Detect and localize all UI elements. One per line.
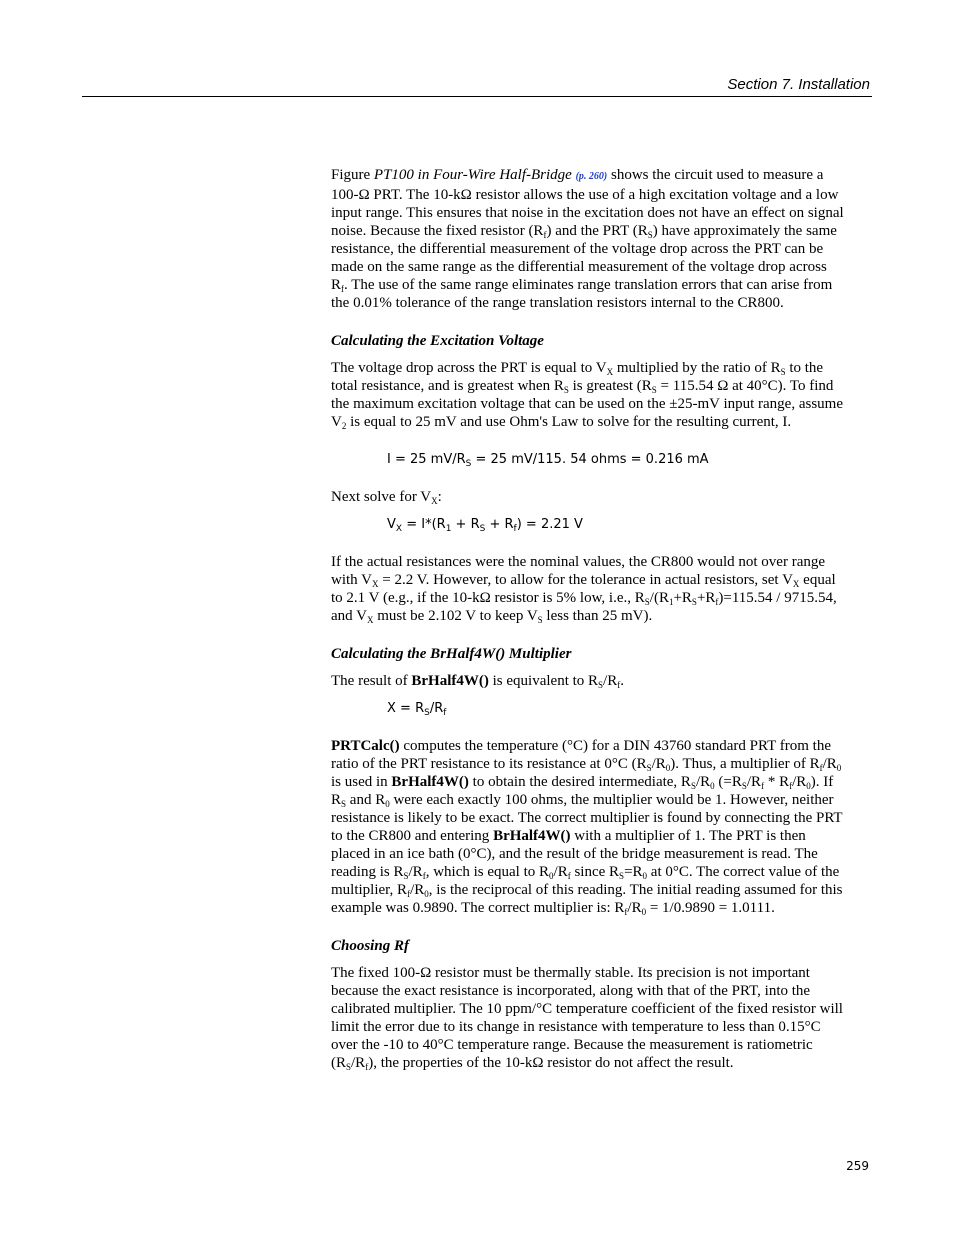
rf-paragraph: The fixed 100-Ω resistor must be thermally stable. Its precision is not important because the exact resistance is incorporated, along with that of the PRT, into the calibrated multiplier. The 10 ppm/°C temperature coefficient of the fixed resistor will limit the error due to its change in resistance with temperature to less than 0.15°C over the -10 to 40°C temperature range. Because the measurement is ratiometric $(R_S/R_f)$, the properties of the 10-kΩ resistor do not affect the result. — [331, 965, 843, 1072]
equation-x: $X = R_S/R_f$ — [387, 701, 447, 718]
header-rule — [82, 96, 872, 97]
excitation-paragraph-2: Next solve for $V_X$: — [331, 489, 442, 506]
intro-paragraph: Figure PT100 in Four-Wire Half-Bridge (p. 260) shows the circuit used to measure a 100-Ω PRT. The 10-kΩ resistor allows the use of a high excitation voltage and a low input range. This ensures that noise in the excitation does not have an effect on signal noise. Because the fixed resistor $(R_f)$ and the PRT $(R_S)$ have approximately the same resistance, the differential measurement of the voltage drop across the PRT can be made on the same range as the differential measurement of the voltage drop across $R_f$. The use of the same range eliminates range translation errors that can arise from the 0.01% tolerance of the range translation resistors internal to the CR800. — [331, 167, 844, 311]
multiplier-paragraph-2: PRTCalc() computes the temperature (°C) for a DIN 43760 standard PRT from the ratio of the PRT resistance to its resistance at 0°C $(R_S/R_0)$. Thus, a multiplier of $R_f/R_0$ is used in BrHalf4W() to obtain the desired intermediate, $R_S/R_0$ $(=R_S/R_f * R_f/R_0)$. If $R_S$ and $R_0$ were each exactly 100 ohms, the multiplier would be 1. However, neither resistance is likely to be exact. The correct multiplier is found by connecting the PRT to the CR800 and entering BrHalf4W() with a multiplier of 1. The PRT is then placed in an ice bath (0°C), and the result of the bridge measurement is read. The reading is $R_S/R_f$, which is equal to $R_0/R_f$ since $R_S=R_0$ at 0°C. The correct value of the multiplier, $R_f/R_0$, is the reciprocal of this reading. The initial reading assumed for this example was 0.9890. The correct multiplier is: $R_f/R_0 = 1/0.9890 = 1.0111$. — [331, 738, 843, 917]
excitation-paragraph-3: If the actual resistances were the nominal values, the CR800 would not over range with $V_X = 2.2$ V. However, to allow for the tolerance in actual resistors, set $V_X$ equal to 2.1 V (e.g., if the 10-kΩ resistor is 5% low, i.e., $R_S/(R_1+R_S+R_f)=115.54 / 9715.54$, and $V_X$ must be 2.102 V to keep $V_S$ less than 25 mV). — [331, 554, 837, 625]
equation-current: I = 25 $mV/R_S = 25$ mV/115. 54 ohms = 0.216 mA — [387, 452, 709, 469]
figure-page-link[interactable]: (p. 260) — [575, 171, 608, 182]
equation-vx: $V_X = I*(R_1 + R_S + R_f) = 2.21$ V — [387, 517, 583, 534]
figure-title: PT100 in Four-Wire Half-Bridge — [373, 167, 572, 183]
heading-excitation-voltage: Calculating the Excitation Voltage — [331, 333, 544, 349]
excitation-paragraph-1: The voltage drop across the PRT is equal to $V_X$ multiplied by the ratio of $R_S$ to the total resistance, and is greatest when $R_S$ is greatest ($R_S = 115.54$ Ω at 40°C). To find the maximum excitation voltage that can be used on the ±25-mV input range, assume $V_2$ is equal to 25 mV and use Ohm's Law to solve for the resulting current, I. — [331, 360, 843, 431]
section-header: Section 7. Installation — [727, 76, 870, 93]
page-body — [331, 166, 847, 1092]
multiplier-paragraph-1: The result of BrHalf4W() is equivalent to $R_S/R_f$. — [331, 673, 624, 690]
heading-brhalf4w-multiplier: Calculating the BrHalf4W() Multiplier — [331, 646, 572, 662]
page-number: 259 — [846, 1159, 869, 1173]
heading-choosing-rf: Choosing Rf — [331, 938, 409, 954]
